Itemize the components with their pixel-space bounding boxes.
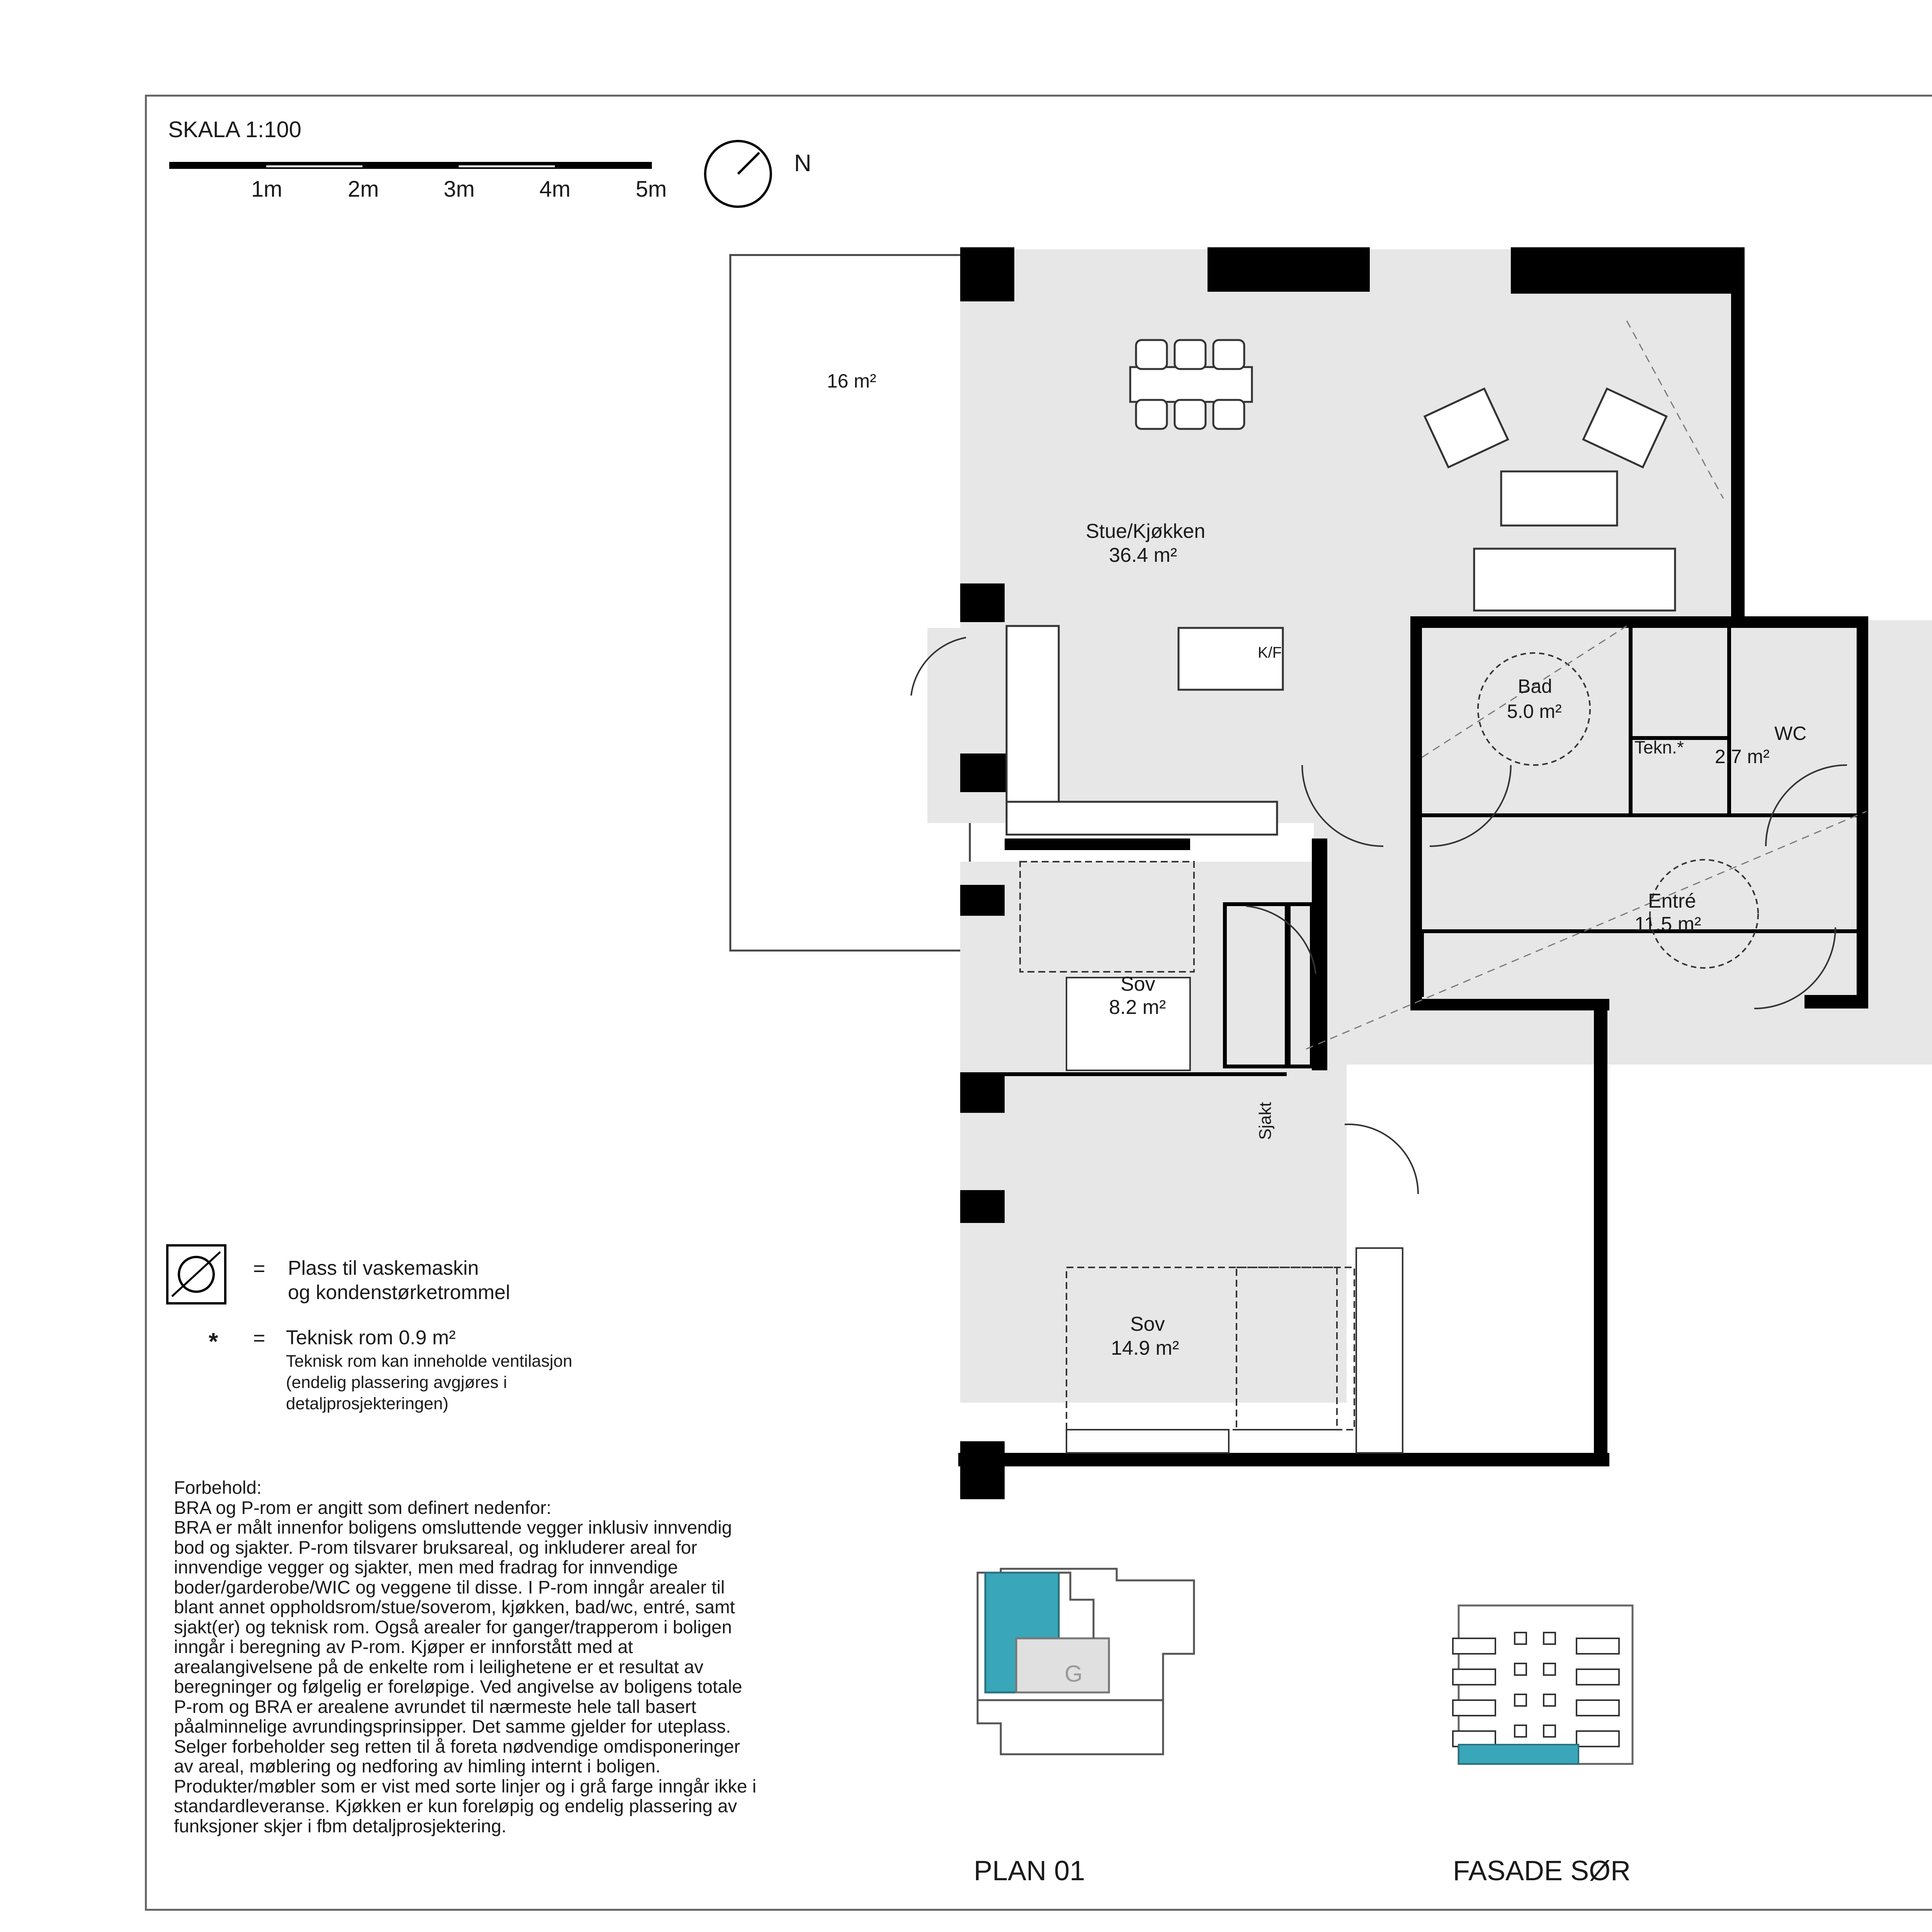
disclaimer-line: beregninger og følgelig er foreløpige. Ved angivelse av boligens totale	[174, 1677, 742, 1697]
scale-bar	[166, 153, 668, 207]
disclaimer-line: Selger forbeholder seg retten til å foreta nødvendige omdisponeringer	[174, 1736, 740, 1757]
bath-area: 5.0 m²	[1507, 701, 1562, 722]
scale-title: SKALA 1:100	[168, 117, 302, 142]
scale-tick-2m: 2m	[348, 177, 379, 202]
sov1-name: Sov	[1121, 973, 1155, 995]
living-name: Stue/Kjøkken	[1086, 520, 1206, 543]
floor-plan	[726, 243, 1932, 1499]
facade-label: FASADE SØR	[1453, 1855, 1631, 1886]
north-arrow-icon	[701, 135, 790, 213]
scale-tick-4m: 4m	[539, 177, 571, 202]
scale-tick-5m: 5m	[636, 177, 667, 202]
sov1-area: 8.2 m²	[1109, 996, 1166, 1019]
legend-washer-line2: og kondenstørketrommel	[288, 1281, 510, 1304]
disclaimer-line: arealangivelsene på de enkelte rom i leilighetene er et resultat av	[174, 1656, 704, 1677]
living-area: 36.4 m²	[1109, 544, 1177, 566]
legend-tech-line1: Teknisk rom 0.9 m²	[286, 1327, 456, 1349]
wc-name: WC	[1774, 723, 1807, 744]
wc-area: 2.7 m²	[1715, 746, 1770, 767]
disclaimer-line: innvendige vegger og sjakter, men med fradrag for innvendige	[174, 1557, 678, 1578]
legend-tech-line3: (endelig plassering avgjøres i	[286, 1373, 507, 1392]
disclaimer-line: blant annet oppholdsrom/stue/soverom, kjøkken, bad/wc, entré, samt	[174, 1597, 735, 1617]
scale-tick-3m: 3m	[444, 177, 475, 202]
legend-washer-line1: Plass til vaskemaskin	[288, 1257, 479, 1279]
disclaimer-line: påalminnelige avrundingsprinsipper. Det samme gjelder for uteplass.	[174, 1716, 731, 1737]
entry-area: 11.5 m²	[1634, 913, 1701, 935]
disclaimer-line: standardleveranse. Kjøkken er kun foreløpig og endelig plassering av	[174, 1796, 737, 1816]
terrace-area: 16 m²	[827, 370, 876, 392]
kf-label: K/F	[1258, 644, 1282, 661]
sjakt-label: Sjakt	[1256, 1102, 1275, 1140]
legend-eq-2: =	[253, 1327, 265, 1350]
disclaimer-line: av areal, møblering og nedforing av himling internt i boligen.	[174, 1756, 661, 1777]
scale-tick-1m: 1m	[251, 177, 282, 202]
facade-unit	[1459, 1745, 1578, 1764]
bath-name: Bad	[1518, 675, 1552, 697]
facade	[1441, 1596, 1658, 1770]
disclaimer-line: inngår i beregning av P-rom. Kjøper er innforstått med at	[174, 1637, 633, 1657]
disclaimer-line: sjakt(er) og teknisk rom. Også arealer for ganger/trapperom i boligen	[174, 1617, 732, 1638]
disclaimer-line: funksjoner skjer i fbm detaljprosjektering.	[174, 1816, 507, 1837]
legend-eq-1: =	[253, 1257, 265, 1280]
key-plan-label: PLAN 01	[974, 1855, 1085, 1886]
disclaimer-heading: Forbehold:	[174, 1478, 262, 1498]
disclaimer-line: bod og sjakter. P-rom tilsvarer bruksareal, og inkluderer areal for	[174, 1537, 697, 1558]
sov2-name: Sov	[1130, 1313, 1165, 1335]
disclaimer	[174, 1478, 756, 1836]
tekn-label: Tekn.*	[1634, 737, 1684, 757]
legend-star: *	[209, 1328, 218, 1355]
north-label: N	[794, 150, 811, 177]
legend-tech-line4: detaljprosjekteringen)	[286, 1394, 449, 1413]
key-plan-block: G	[1065, 1661, 1083, 1687]
disclaimer-line: BRA og P-rom er angitt som definert nedenfor:	[174, 1497, 551, 1518]
sov2-area: 14.9 m²	[1111, 1337, 1179, 1359]
entry-name: Entré	[1648, 890, 1696, 912]
washer-icon	[164, 1242, 230, 1308]
disclaimer-line: P-rom og BRA er arealene avrundet til nærmeste hele tall basert	[174, 1696, 696, 1717]
legend-tech-line2: Teknisk rom kan inneholde ventilasjon	[286, 1352, 573, 1371]
disclaimer-line: BRA er målt innenfor boligens omsluttende vegger inklusiv innvendig	[174, 1517, 732, 1538]
disclaimer-line: Produkter/møbler som er vist med sorte linjer og i grå farge inngår ikke i	[174, 1776, 757, 1797]
terrace	[730, 255, 970, 951]
disclaimer-line: boder/garderobe/WIC og veggene til disse. I P-rom inngår arealer til	[174, 1577, 725, 1598]
